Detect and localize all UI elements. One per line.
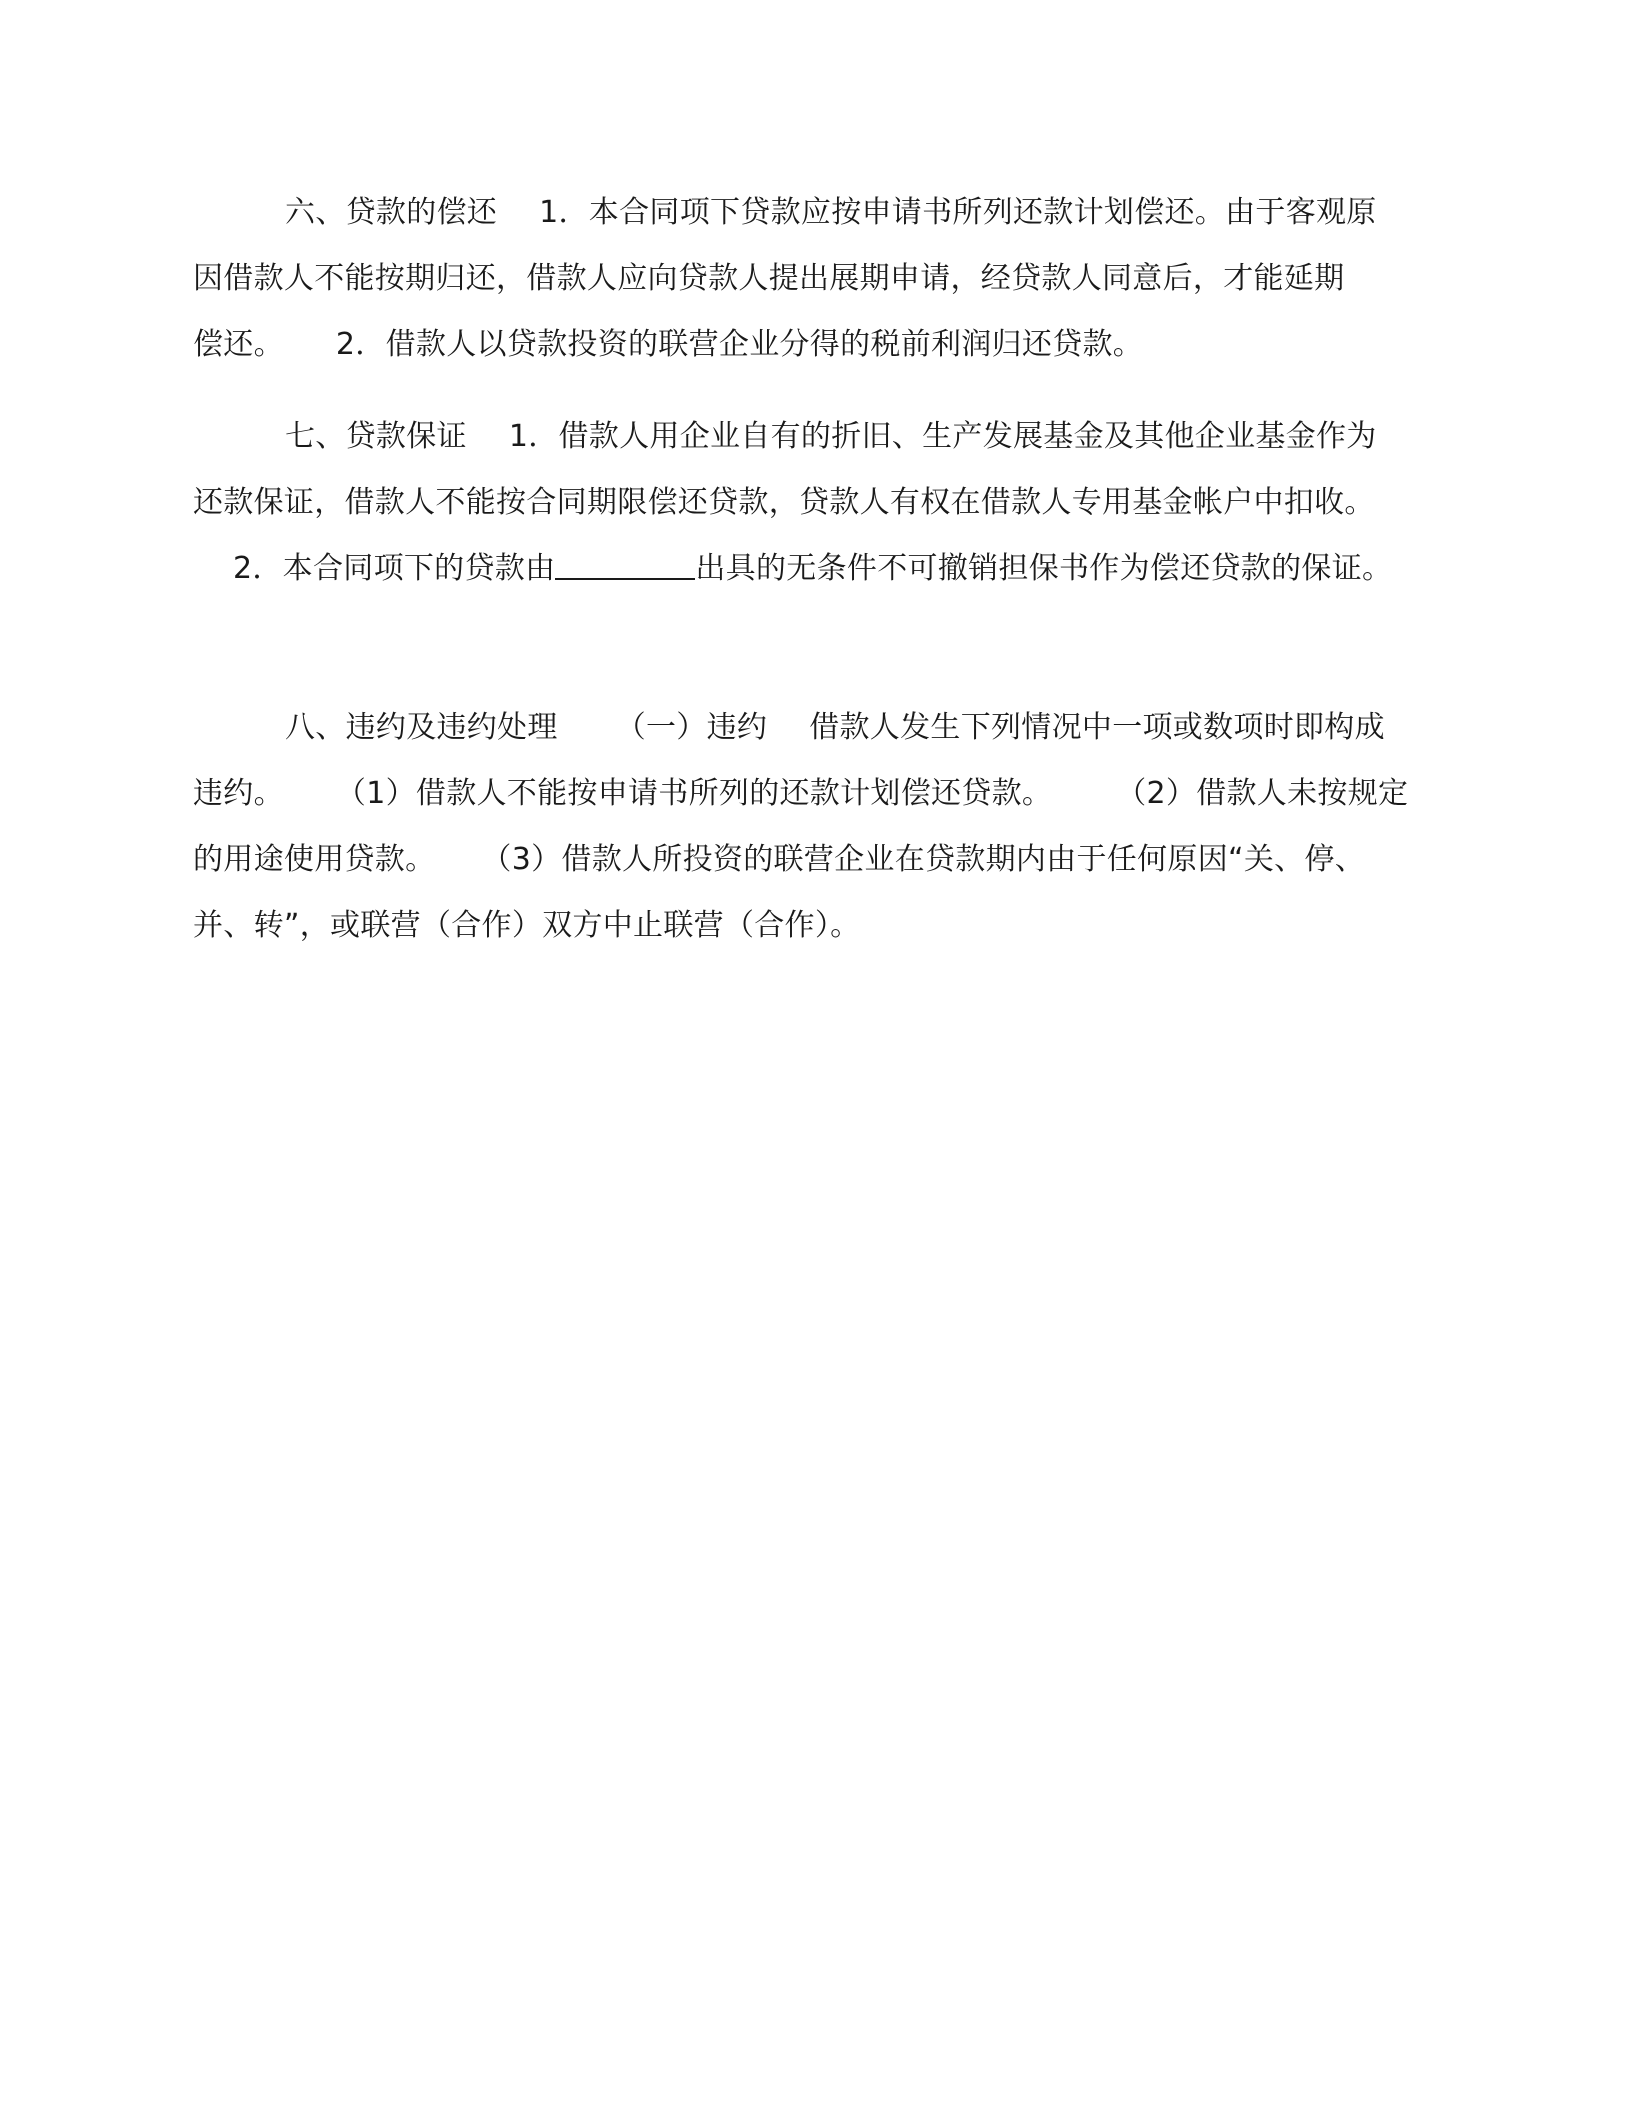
- clause-text: 的用途使用贷款。: [193, 842, 436, 877]
- section-six-loan-repayment: [193, 180, 1433, 378]
- text-line: [193, 536, 1433, 602]
- clause-text: 2．借款人以贷款投资的联营企业分得的税前利润归还贷款。: [335, 327, 1144, 362]
- section-seven-loan-guarantee: [193, 404, 1433, 602]
- section-eight-breach: [193, 695, 1433, 959]
- clause-text: （3）借款人所投资的联营企业在贷款期内由于任何原因“关、停、: [481, 842, 1366, 877]
- text-line: [193, 827, 1433, 893]
- text-line: [193, 761, 1433, 827]
- section-heading: 七、贷款保证: [285, 419, 467, 454]
- text-line: 并、转”，或联营（合作）双方中止联营（合作）。: [193, 908, 861, 943]
- text-line: [193, 404, 1433, 470]
- section-heading: 八、违约及违约处理: [285, 710, 558, 745]
- clause-text: 偿还。: [193, 327, 284, 362]
- subsection-heading: （一）违约: [615, 710, 768, 745]
- text-line: 因借款人不能按期归还，借款人应向贷款人提出展期申请，经贷款人同意后，才能延期: [193, 261, 1345, 296]
- clause-text: （2）借款人未按规定: [1116, 776, 1409, 811]
- section-heading: 六、贷款的偿还: [285, 195, 498, 230]
- guarantor-blank-field: [555, 548, 695, 580]
- clause-text: （1）借款人不能按申请书所列的还款计划偿还贷款。: [335, 776, 1053, 811]
- clause-text: 1．本合同项下贷款应按申请书所列还款计划偿还。由于客观原: [539, 195, 1377, 230]
- text-line: 还款保证，借款人不能按合同期限偿还贷款，贷款人有权在借款人专用基金帐户中扣收。: [193, 485, 1375, 520]
- clause-text: 借款人发生下列情况中一项或数项时即构成: [809, 710, 1385, 745]
- clause-text: 违约。: [193, 776, 284, 811]
- text-line: [193, 695, 1433, 761]
- clause-text: 1．借款人用企业自有的折旧、生产发展基金及其他企业基金作为: [508, 419, 1377, 454]
- clause-text: 出具的无条件不可撤销担保书作为偿还贷款的保证。: [695, 551, 1393, 586]
- clause-text: 2．本合同项下的贷款由: [233, 551, 556, 586]
- text-line: [193, 180, 1433, 246]
- text-line: [193, 312, 1433, 378]
